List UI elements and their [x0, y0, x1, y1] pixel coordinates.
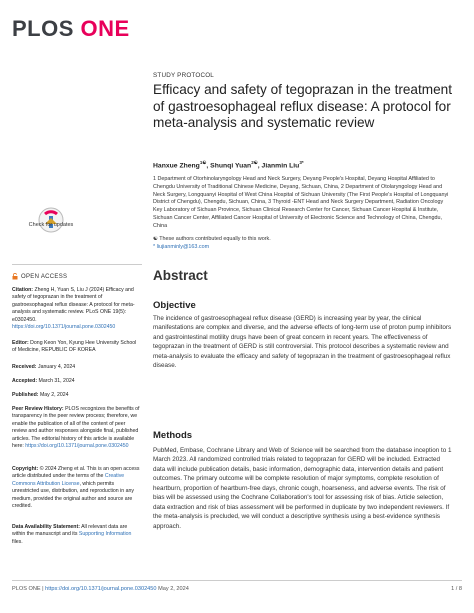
divider: [12, 264, 142, 265]
accepted-date: March 31, 2024: [38, 378, 75, 384]
published-label: Published:: [12, 392, 39, 398]
published-block: [12, 392, 140, 399]
supporting-info-link[interactable]: Supporting Information: [78, 531, 132, 538]
article-title: Efficacy and safety of tegoprazan in the treatment of gastroesophageal reflux disease: A protocol for meta-analysis and systematic review: [153, 82, 452, 131]
author-list: Hanxue Zheng$^{1☯}$, Shunqi Yuan$^{2☯}$, Jianmin Liu$^{3*}$: [153, 160, 304, 170]
license-link[interactable]: Creative Commons Attribution License: [12, 473, 125, 487]
peer-review-label: Peer Review History:: [12, 406, 64, 412]
editor-text: Dong Keon Yon, Kyung Hee University School of Medicine, REPUBLIC OF KOREA: [12, 340, 137, 354]
open-lock-icon: [12, 273, 18, 280]
data-availability-text: All relevant data are within the manuscript and its: [12, 524, 128, 538]
data-availability-label: Data Availability Statement:: [12, 524, 80, 530]
peer-review-text: PLOS recognizes the benefits of transparency in the peer review process; therefore, we enable the publication of all of the content of peer review and author responses alongside final, published articles. The editorial history of this article is available here:: [12, 406, 140, 449]
accepted-block: [12, 378, 140, 385]
data-availability-text-end: files.: [12, 538, 23, 545]
peer-review-block: [12, 406, 140, 450]
received-label: Received:: [12, 364, 37, 370]
accepted-label: Accepted:: [12, 378, 38, 384]
received-block: [12, 364, 140, 371]
footer-citation: PLOS ONE | https://doi.org/10.1371/journal.pone.0302450 May 2, 2024: [12, 586, 189, 592]
author-name[interactable]: Jianmin Liu: [261, 162, 300, 170]
corresponding-email-link[interactable]: * liujianminly@163.com: [153, 243, 210, 250]
footer-journal: PLOS ONE: [12, 586, 41, 592]
check-for-updates-label[interactable]: Check for updates: [28, 222, 74, 228]
author-affiliation-sup: 2☯: [251, 160, 258, 165]
citation-text: Zheng H, Yuan S, Liu J (2024) Efficacy and safety of tegoprazan in the treatment of gastroesophageal reflux disease: A protocol for meta-analysis and systematic review. PLoS ONE 19(5): e0302450.: [12, 287, 135, 323]
journal-logo: [12, 16, 130, 42]
methods-paragraph: PubMed, Embase, Cochrane Library and Web of Science will be searched from the database inception to 1 March 2023. All randomized controlled trials related to tegoprazan for GERD will be included. Extracted data will include publication details, basic information, demographic data, intervention details and patient outcomes. The primary outcome will be complete resolution of major symptoms, complete resolution of heartburn, proportion of heartburn-free days, chronic cough, hoarseness, and adverse events. The risk of bias will be assessed using the Cochrane Collaboration's tool for assessing risk of bias. Article selection, data extraction and risk of bias assessment will be performed in duplicate by two independent reviewers. If the meta-analysis is precluded, we will conduct a descriptive synthesis using a best-evidence synthesis approach.: [153, 447, 452, 530]
open-access-badge: [12, 273, 67, 280]
page-number: 1 / 8: [451, 586, 462, 592]
citation-label: Citation:: [12, 287, 34, 293]
check-for-updates-icon[interactable]: [30, 196, 72, 246]
abstract-heading: Abstract: [153, 268, 208, 283]
objective-paragraph: The incidence of gastroesophageal reflux disease (GERD) is increasing year by year, the clinical manifestations are complex and diverse, and the adverse effects of long-term use of proton pump inhibitors and gastrointestinal motility drugs have been of great concern in recent years. The effectiveness of tegoprazan in the treatment of GERD is still controversial. This protocol describes a systematic review and meta-analysis to evaluate the efficacy and safety of tegoprazan in the treatment of gastroesophageal reflux disease.: [153, 315, 452, 370]
logo-plos: PLOS: [12, 16, 74, 41]
page-footer: [12, 586, 462, 592]
received-date: January 4, 2024: [37, 364, 76, 370]
author-affiliation-sup: 1☯: [199, 160, 207, 165]
methods-heading: Methods: [153, 430, 193, 441]
author-notes: [153, 236, 453, 252]
open-access-label: OPEN ACCESS: [21, 273, 68, 280]
footer-date: May 2, 2024: [158, 586, 189, 592]
footer-divider: [12, 580, 462, 581]
affiliations: 1 Department of Otorhinolaryngology Head and Neck Surgery, Deyang People's Hospital, Deyang Hospital Affiliated to Chengdu University of Traditional Chinese Medicine, Deyang, Sichuan, China, 2 Department of Otolaryngology Head and Neck Surgery, Longquanyi Hospital of West China Hospital of Sichuan University (The First People's Hospital of Longquanyi District of Chengdu), Chengdu, Sichuan, China, 3 Thyroid -ENT Head and Neck Surgery Department, Radiation Oncology Key Laboratory of Sichuan Province, Sichuan Clinical Research Center for Cancer, Sichuan Cancer Hospital & Institute, Sichuan Cancer Center, Affiliated Cancer Hospital of University of Electronic Science and Technology of China, Chengdu, China: [153, 176, 449, 229]
footer-doi-link[interactable]: https://doi.org/10.1371/journal.pone.0302450: [45, 586, 157, 592]
copyright-text-end: , which permits unrestricted use, distribution, and reproduction in any medium, provided the original author and source are credited.: [12, 480, 134, 509]
objective-heading: Objective: [153, 300, 196, 311]
copyright-text: © 2024 Zheng et al. This is an open access article distributed under the terms of the: [12, 466, 140, 480]
author-name[interactable]: Hanxue Zheng: [153, 162, 200, 170]
peer-review-doi-link[interactable]: https://doi.org/10.1371/journal.pone.0302450: [25, 442, 129, 449]
editor-label: Editor:: [12, 340, 29, 346]
data-availability-block: [12, 524, 140, 546]
study-type: STUDY PROTOCOL: [153, 72, 214, 79]
equal-contribution-note: ☯ These authors contributed equally to this work.: [153, 236, 271, 242]
citation-block: [12, 287, 140, 331]
editor-block: [12, 340, 140, 355]
copyright-label: Copyright:: [12, 466, 39, 472]
author-affiliation-sup: 3*: [299, 160, 304, 165]
logo-one: ONE: [80, 16, 130, 41]
published-date: May 2, 2024: [39, 392, 69, 398]
author-name[interactable]: Shunqi Yuan: [210, 162, 252, 170]
citation-doi-link[interactable]: https://doi.org/10.1371/journal.pone.0302450: [12, 323, 116, 330]
copyright-block: [12, 466, 140, 510]
